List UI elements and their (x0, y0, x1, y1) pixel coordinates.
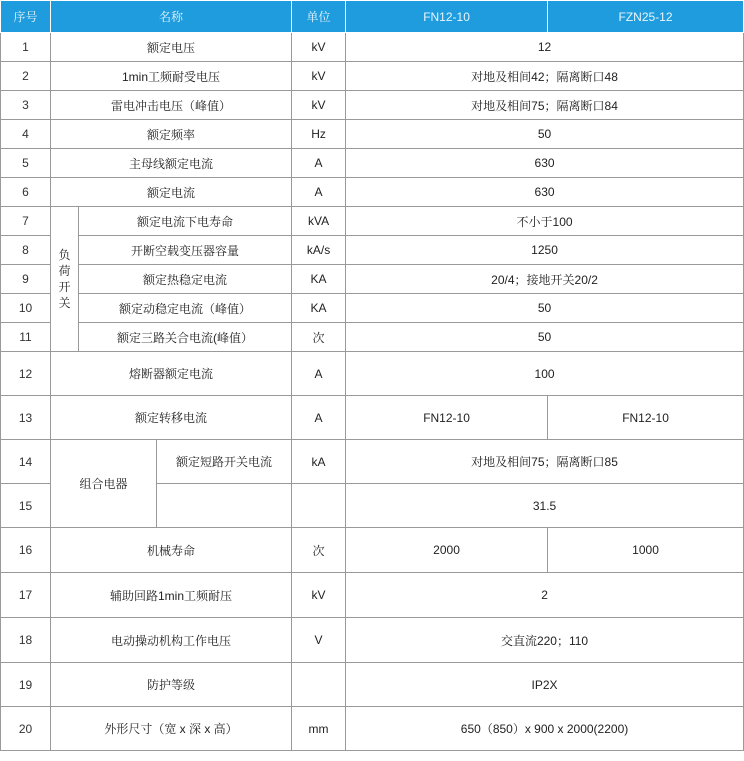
row-unit: KA (292, 294, 346, 323)
table-row (1, 528, 744, 573)
table-row (1, 618, 744, 663)
row-name: 电动操动机构工作电压 (51, 618, 292, 663)
table-row (1, 440, 744, 484)
row-value: 交直流220；110 (346, 618, 744, 663)
row-name: 额定转移电流 (51, 396, 292, 440)
row-value: 50 (346, 323, 744, 352)
group-char: 荷 (58, 264, 71, 278)
header-name: 名称 (51, 1, 292, 33)
row-unit: kV (292, 573, 346, 618)
row-name: 额定电流下电寿命 (79, 207, 292, 236)
row-seq: 6 (1, 178, 51, 207)
group-char: 负 (58, 248, 71, 262)
table-row (1, 207, 744, 236)
header-model-b: FZN25-12 (548, 1, 744, 33)
row-name: 额定电流 (51, 178, 292, 207)
row-seq: 13 (1, 396, 51, 440)
header-model-a: FN12-10 (346, 1, 548, 33)
row-unit: A (292, 149, 346, 178)
row-seq: 20 (1, 707, 51, 751)
table-row (1, 323, 744, 352)
row-seq: 3 (1, 91, 51, 120)
group-char: 关 (58, 296, 71, 310)
row-value: IP2X (346, 663, 744, 707)
header-seq: 序号 (1, 1, 51, 33)
row-name: 熔断器额定电流 (51, 352, 292, 396)
table-row (1, 573, 744, 618)
row-name: 1min工频耐受电压 (51, 62, 292, 91)
table-row (1, 396, 744, 440)
row-name: 辅助回路1min工频耐压 (51, 573, 292, 618)
row-name: 额定动稳定电流（峰值） (79, 294, 292, 323)
table-row (1, 91, 744, 120)
row-value: 不小于100 (346, 207, 744, 236)
row-value: 31.5 (346, 484, 744, 528)
row-unit: 次 (292, 528, 346, 573)
row-name: 额定电压 (51, 33, 292, 62)
row-value: 20/4；接地开关20/2 (346, 265, 744, 294)
row-seq: 8 (1, 236, 51, 265)
row-seq: 12 (1, 352, 51, 396)
table-row (1, 663, 744, 707)
row-name: 防护等级 (51, 663, 292, 707)
header-row (1, 1, 744, 33)
row-value: 12 (346, 33, 744, 62)
table-row (1, 62, 744, 91)
row-unit: kVA (292, 207, 346, 236)
row-unit: Hz (292, 120, 346, 149)
group-char: 开 (58, 280, 71, 294)
row-unit: kV (292, 33, 346, 62)
row-seq: 16 (1, 528, 51, 573)
row-name: 主母线额定电流 (51, 149, 292, 178)
group-combo-apparatus: 组合电器 (51, 440, 157, 528)
row-unit: kV (292, 62, 346, 91)
row-name: 额定热稳定电流 (79, 265, 292, 294)
row-seq: 9 (1, 265, 51, 294)
row-value: 630 (346, 178, 744, 207)
row-unit: KA (292, 265, 346, 294)
row-seq: 1 (1, 33, 51, 62)
row-seq: 19 (1, 663, 51, 707)
row-unit: kA (292, 440, 346, 484)
table-row (1, 352, 744, 396)
row-seq: 10 (1, 294, 51, 323)
table-row (1, 120, 744, 149)
row-value-a: FN12-10 (346, 396, 548, 440)
table-row (1, 33, 744, 62)
row-value: 650（850）x 900 x 2000(2200) (346, 707, 744, 751)
row-value: 100 (346, 352, 744, 396)
row-name: 雷电冲击电压（峰值） (51, 91, 292, 120)
row-name: 额定频率 (51, 120, 292, 149)
row-value: 对地及相间42；隔离断口48 (346, 62, 744, 91)
row-seq: 2 (1, 62, 51, 91)
row-unit: kV (292, 91, 346, 120)
row-value-b: FN12-10 (548, 396, 744, 440)
row-unit (292, 484, 346, 528)
row-value: 50 (346, 120, 744, 149)
row-seq: 14 (1, 440, 51, 484)
row-unit: A (292, 178, 346, 207)
row-unit (292, 663, 346, 707)
row-unit: kA/s (292, 236, 346, 265)
row-name: 额定三路关合电流(峰值） (79, 323, 292, 352)
row-seq: 5 (1, 149, 51, 178)
header-unit: 单位 (292, 1, 346, 33)
row-unit: A (292, 352, 346, 396)
row-seq: 4 (1, 120, 51, 149)
row-name: 额定短路开关电流 (157, 440, 292, 484)
table-row (1, 707, 744, 751)
row-value: 2 (346, 573, 744, 618)
group-load-switch (51, 207, 79, 352)
row-unit: A (292, 396, 346, 440)
row-unit: mm (292, 707, 346, 751)
row-seq: 15 (1, 484, 51, 528)
row-value-a: 2000 (346, 528, 548, 573)
table-row (1, 149, 744, 178)
table-row (1, 178, 744, 207)
row-seq: 7 (1, 207, 51, 236)
row-unit: 次 (292, 323, 346, 352)
row-unit: V (292, 618, 346, 663)
row-name: 机械寿命 (51, 528, 292, 573)
row-name (157, 484, 292, 528)
table-row (1, 265, 744, 294)
row-value: 50 (346, 294, 744, 323)
row-value: 对地及相间75；隔离断口85 (346, 440, 744, 484)
table-row (1, 294, 744, 323)
row-value-b: 1000 (548, 528, 744, 573)
row-name: 外形尺寸（宽 x 深 x 高） (51, 707, 292, 751)
row-name: 开断空载变压器容量 (79, 236, 292, 265)
row-seq: 11 (1, 323, 51, 352)
row-value: 对地及相间75；隔离断口84 (346, 91, 744, 120)
table-row (1, 236, 744, 265)
row-value: 630 (346, 149, 744, 178)
row-seq: 17 (1, 573, 51, 618)
row-seq: 18 (1, 618, 51, 663)
row-value: 1250 (346, 236, 744, 265)
